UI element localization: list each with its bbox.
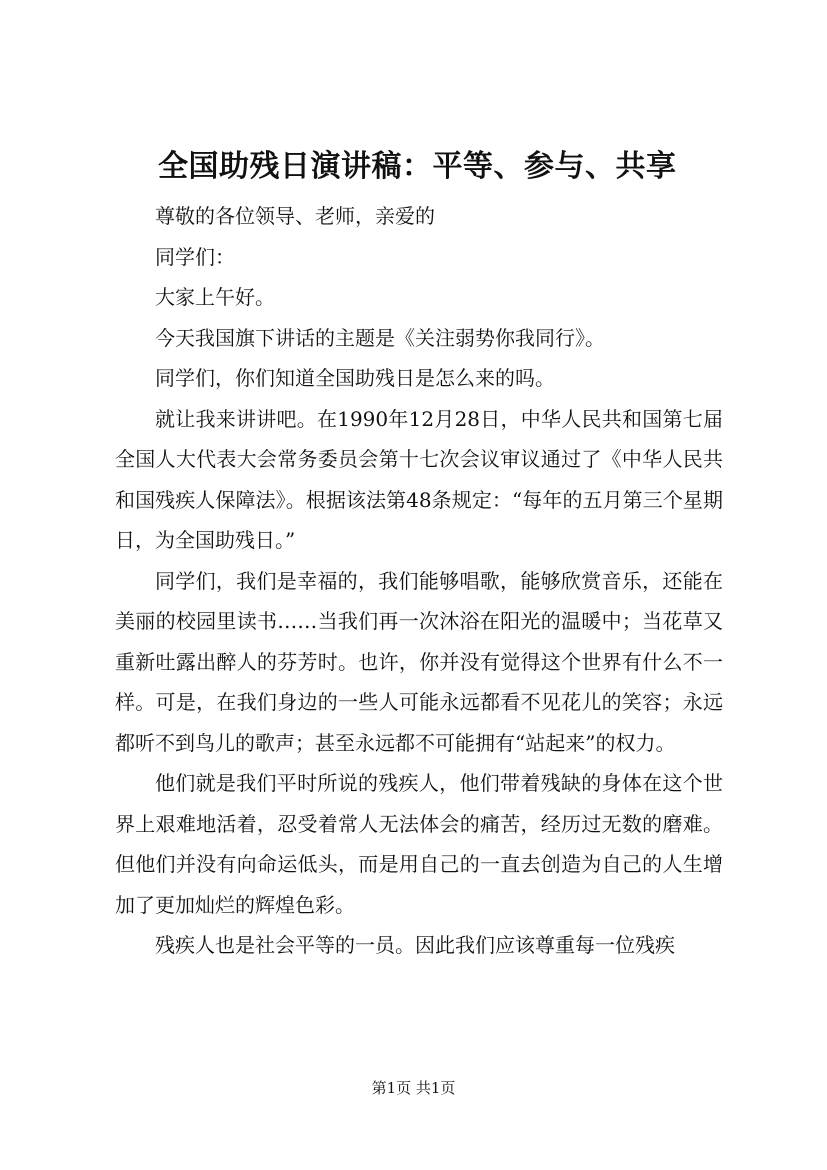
- document-title: 全国助残日演讲稿：平等、参与、共享: [158, 149, 677, 184]
- paragraph: 同学们，你们知道全国助残日是怎么来的吗。: [155, 366, 555, 390]
- paragraph: 大家上午好。: [155, 285, 275, 309]
- page-footer: 第1页 共1页: [371, 1079, 456, 1097]
- paragraph: 尊敬的各位领导、老师，亲爱的: [155, 204, 435, 228]
- document-body: [115, 196, 723, 966]
- paragraph: 残疾人也是社会平等的一员。因此我们应该尊重每一位残疾: [155, 933, 675, 957]
- paragraph: 今天我国旗下讲话的主题是《关注弱势你我同行》。: [155, 325, 605, 350]
- paragraph: 同学们，我们是幸福的，我们能够唱歌，能够欣赏音乐，还能在美丽的校园里读书……当我们再一次沐浴在阳光的温暖中；当花草又重新吐露出醉人的芬芳时。也许，你并没有觉得这个世界有什么不一样。可是，在我们身边的一些人可能永远都看不见花儿的笑容；永远都听不到鸟儿的歌声；甚至永远都不可能拥有“站起来”的权力。: [115, 568, 723, 755]
- paragraph: 同学们：: [155, 244, 235, 269]
- paragraph: 他们就是我们平时所说的残疾人，他们带着残缺的身体在这个世界上艰难地活着，忍受着常人无法体会的痛苦，经历过无数的磨难。但他们并没有向命运低头，而是用自己的一直去创造为自己的人生增加了更加灿烂的辉煌色彩。: [115, 771, 723, 917]
- paragraph: 就让我来讲讲吧。在1990年12月28日，中华人民共和国第七届全国人大代表大会常务委员会第十七次会议审议通过了《中华人民共和国残疾人保障法》。根据该法第48条规定：“每年的五月第三个星期日，为全国助残日。”: [115, 406, 723, 552]
